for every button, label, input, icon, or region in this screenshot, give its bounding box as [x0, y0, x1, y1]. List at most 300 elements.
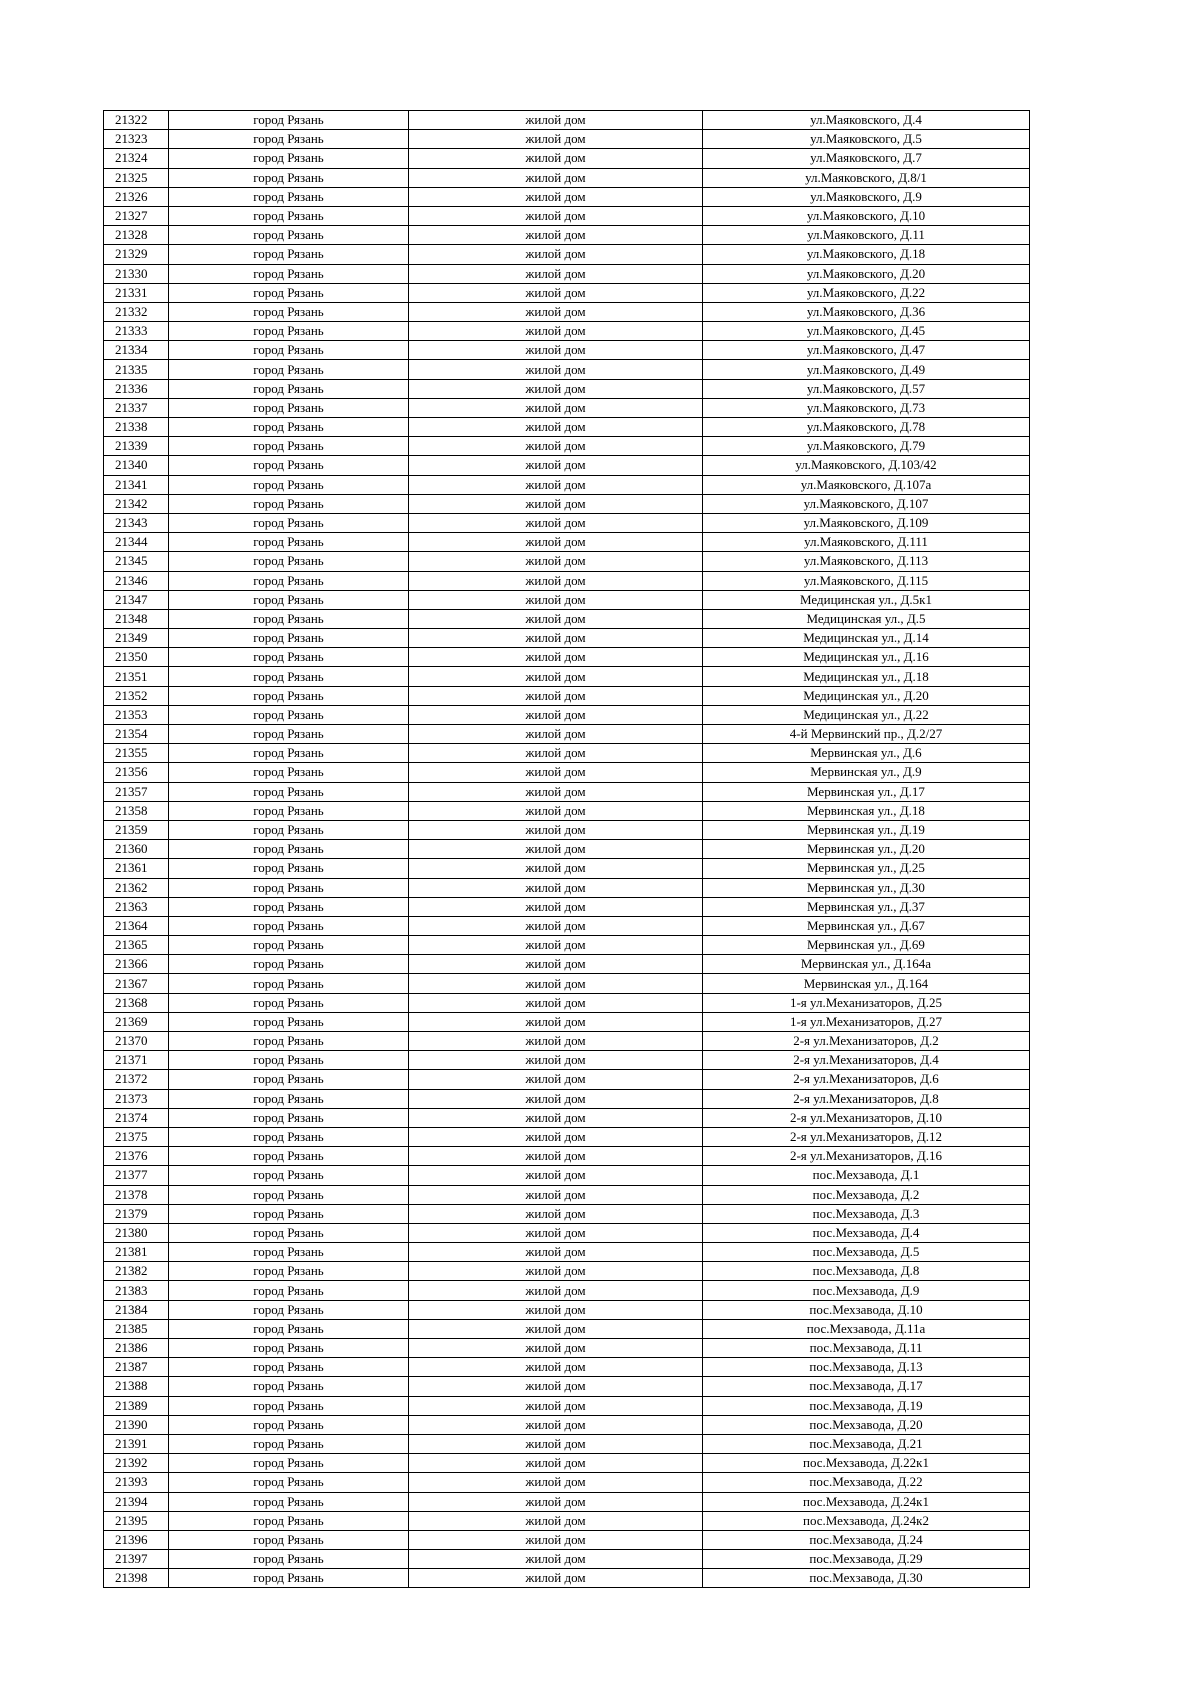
table-row: [104, 1204, 1030, 1223]
city-cell: город Рязань: [169, 322, 409, 341]
address-cell: ул.Маяковского, Д.22: [703, 283, 1030, 302]
row-number-cell: 21385: [104, 1319, 169, 1338]
address-cell: ул.Маяковского, Д.8/1: [703, 168, 1030, 187]
row-number-cell: 21391: [104, 1434, 169, 1453]
table-row: [104, 993, 1030, 1012]
address-cell: 2-я ул.Механизаторов, Д.4: [703, 1051, 1030, 1070]
table-row: [104, 398, 1030, 417]
object-type-cell: жилой дом: [409, 379, 703, 398]
city-cell: город Рязань: [169, 859, 409, 878]
address-cell: ул.Маяковского, Д.45: [703, 322, 1030, 341]
city-cell: город Рязань: [169, 878, 409, 897]
address-cell: Мервинская ул., Д.6: [703, 744, 1030, 763]
table-row: [104, 360, 1030, 379]
table-row: [104, 1550, 1030, 1569]
address-cell: ул.Маяковского, Д.73: [703, 398, 1030, 417]
city-cell: город Рязань: [169, 1415, 409, 1434]
table-row: [104, 1281, 1030, 1300]
address-cell: пос.Мехзавода, Д.24к2: [703, 1511, 1030, 1530]
city-cell: город Рязань: [169, 840, 409, 859]
table-row: [104, 1473, 1030, 1492]
object-type-cell: жилой дом: [409, 686, 703, 705]
city-cell: город Рязань: [169, 1396, 409, 1415]
row-number-cell: 21386: [104, 1339, 169, 1358]
row-number-cell: 21397: [104, 1550, 169, 1569]
address-cell: Мервинская ул., Д.30: [703, 878, 1030, 897]
address-cell: пос.Мехзавода, Д.13: [703, 1358, 1030, 1377]
address-cell: 2-я ул.Механизаторов, Д.6: [703, 1070, 1030, 1089]
table-row: [104, 1166, 1030, 1185]
city-cell: город Рязань: [169, 1339, 409, 1358]
city-cell: город Рязань: [169, 1032, 409, 1051]
table-row: [104, 725, 1030, 744]
row-number-cell: 21345: [104, 552, 169, 571]
object-type-cell: жилой дом: [409, 590, 703, 609]
row-number-cell: 21330: [104, 264, 169, 283]
address-cell: ул.Маяковского, Д.57: [703, 379, 1030, 398]
city-cell: город Рязань: [169, 686, 409, 705]
city-cell: город Рязань: [169, 993, 409, 1012]
address-cell: Мервинская ул., Д.17: [703, 782, 1030, 801]
table-row: [104, 1511, 1030, 1530]
row-number-cell: 21358: [104, 801, 169, 820]
object-type-cell: жилой дом: [409, 1300, 703, 1319]
address-cell: пос.Мехзавода, Д.20: [703, 1415, 1030, 1434]
row-number-cell: 21368: [104, 993, 169, 1012]
object-type-cell: жилой дом: [409, 149, 703, 168]
row-number-cell: 21353: [104, 705, 169, 724]
city-cell: город Рязань: [169, 1185, 409, 1204]
table-row: [104, 456, 1030, 475]
object-type-cell: жилой дом: [409, 1339, 703, 1358]
table-row: [104, 571, 1030, 590]
address-cell: Мервинская ул., Д.18: [703, 801, 1030, 820]
city-cell: город Рязань: [169, 341, 409, 360]
object-type-cell: жилой дом: [409, 1473, 703, 1492]
object-type-cell: жилой дом: [409, 552, 703, 571]
city-cell: город Рязань: [169, 187, 409, 206]
city-cell: город Рязань: [169, 648, 409, 667]
object-type-cell: жилой дом: [409, 1032, 703, 1051]
address-cell: Мервинская ул., Д.164а: [703, 955, 1030, 974]
table-row: [104, 1300, 1030, 1319]
city-cell: город Рязань: [169, 1569, 409, 1588]
object-type-cell: жилой дом: [409, 1492, 703, 1511]
city-cell: город Рязань: [169, 245, 409, 264]
object-type-cell: жилой дом: [409, 341, 703, 360]
object-type-cell: жилой дом: [409, 206, 703, 225]
object-type-cell: жилой дом: [409, 494, 703, 513]
row-number-cell: 21328: [104, 226, 169, 245]
address-cell: Мервинская ул., Д.20: [703, 840, 1030, 859]
row-number-cell: 21376: [104, 1147, 169, 1166]
table-row: [104, 283, 1030, 302]
row-number-cell: 21393: [104, 1473, 169, 1492]
table-row: [104, 878, 1030, 897]
row-number-cell: 21349: [104, 629, 169, 648]
object-type-cell: жилой дом: [409, 456, 703, 475]
address-cell: Медицинская ул., Д.22: [703, 705, 1030, 724]
city-cell: город Рязань: [169, 609, 409, 628]
city-cell: город Рязань: [169, 782, 409, 801]
address-cell: Медицинская ул., Д.5к1: [703, 590, 1030, 609]
object-type-cell: жилой дом: [409, 993, 703, 1012]
object-type-cell: жилой дом: [409, 1243, 703, 1262]
address-cell: ул.Маяковского, Д.103/42: [703, 456, 1030, 475]
city-cell: город Рязань: [169, 1319, 409, 1338]
address-cell: ул.Маяковского, Д.107а: [703, 475, 1030, 494]
table-row: [104, 1569, 1030, 1588]
object-type-cell: жилой дом: [409, 475, 703, 494]
city-cell: город Рязань: [169, 571, 409, 590]
address-cell: ул.Маяковского, Д.20: [703, 264, 1030, 283]
row-number-cell: 21389: [104, 1396, 169, 1415]
city-cell: город Рязань: [169, 801, 409, 820]
row-number-cell: 21344: [104, 533, 169, 552]
table-row: [104, 513, 1030, 532]
row-number-cell: 21371: [104, 1051, 169, 1070]
table-row: [104, 1492, 1030, 1511]
city-cell: город Рязань: [169, 302, 409, 321]
table-row: [104, 609, 1030, 628]
address-cell: ул.Маяковского, Д.107: [703, 494, 1030, 513]
row-number-cell: 21395: [104, 1511, 169, 1530]
table-row: [104, 1396, 1030, 1415]
city-cell: город Рязань: [169, 1358, 409, 1377]
object-type-cell: жилой дом: [409, 1569, 703, 1588]
address-cell: Мервинская ул., Д.19: [703, 820, 1030, 839]
address-table: [103, 110, 1030, 1588]
row-number-cell: 21341: [104, 475, 169, 494]
object-type-cell: жилой дом: [409, 1108, 703, 1127]
city-cell: город Рязань: [169, 1089, 409, 1108]
table-row: [104, 916, 1030, 935]
row-number-cell: 21379: [104, 1204, 169, 1223]
city-cell: город Рязань: [169, 955, 409, 974]
row-number-cell: 21381: [104, 1243, 169, 1262]
object-type-cell: жилой дом: [409, 283, 703, 302]
table-row: [104, 1127, 1030, 1146]
address-cell: пос.Мехзавода, Д.30: [703, 1569, 1030, 1588]
row-number-cell: 21346: [104, 571, 169, 590]
object-type-cell: жилой дом: [409, 245, 703, 264]
city-cell: город Рязань: [169, 1511, 409, 1530]
address-cell: ул.Маяковского, Д.111: [703, 533, 1030, 552]
city-cell: город Рязань: [169, 629, 409, 648]
object-type-cell: жилой дом: [409, 111, 703, 130]
row-number-cell: 21356: [104, 763, 169, 782]
object-type-cell: жилой дом: [409, 418, 703, 437]
table-row: [104, 494, 1030, 513]
address-cell: пос.Мехзавода, Д.2: [703, 1185, 1030, 1204]
table-row: [104, 1319, 1030, 1338]
table-row: [104, 648, 1030, 667]
row-number-cell: 21360: [104, 840, 169, 859]
city-cell: город Рязань: [169, 916, 409, 935]
city-cell: город Рязань: [169, 379, 409, 398]
object-type-cell: жилой дом: [409, 878, 703, 897]
city-cell: город Рязань: [169, 1204, 409, 1223]
object-type-cell: жилой дом: [409, 226, 703, 245]
table-row: [104, 840, 1030, 859]
address-cell: пос.Мехзавода, Д.4: [703, 1223, 1030, 1242]
object-type-cell: жилой дом: [409, 955, 703, 974]
address-cell: пос.Мехзавода, Д.5: [703, 1243, 1030, 1262]
row-number-cell: 21392: [104, 1454, 169, 1473]
table-row: [104, 590, 1030, 609]
table-row: [104, 955, 1030, 974]
row-number-cell: 21335: [104, 360, 169, 379]
row-number-cell: 21359: [104, 820, 169, 839]
city-cell: город Рязань: [169, 168, 409, 187]
address-cell: ул.Маяковского, Д.18: [703, 245, 1030, 264]
row-number-cell: 21362: [104, 878, 169, 897]
address-cell: Мервинская ул., Д.69: [703, 936, 1030, 955]
row-number-cell: 21340: [104, 456, 169, 475]
row-number-cell: 21361: [104, 859, 169, 878]
table-row: [104, 1377, 1030, 1396]
address-cell: 4-й Мервинский пр., Д.2/27: [703, 725, 1030, 744]
row-number-cell: 21383: [104, 1281, 169, 1300]
table-row: [104, 1147, 1030, 1166]
city-cell: город Рязань: [169, 590, 409, 609]
city-cell: город Рязань: [169, 974, 409, 993]
object-type-cell: жилой дом: [409, 859, 703, 878]
table-row: [104, 744, 1030, 763]
address-cell: пос.Мехзавода, Д.10: [703, 1300, 1030, 1319]
row-number-cell: 21350: [104, 648, 169, 667]
table-row: [104, 782, 1030, 801]
table-row: [104, 149, 1030, 168]
city-cell: город Рязань: [169, 494, 409, 513]
city-cell: город Рязань: [169, 744, 409, 763]
object-type-cell: жилой дом: [409, 264, 703, 283]
address-cell: ул.Маяковского, Д.78: [703, 418, 1030, 437]
table-row: [104, 1262, 1030, 1281]
table-row: [104, 1185, 1030, 1204]
object-type-cell: жилой дом: [409, 1262, 703, 1281]
address-cell: Мервинская ул., Д.37: [703, 897, 1030, 916]
row-number-cell: 21354: [104, 725, 169, 744]
row-number-cell: 21343: [104, 513, 169, 532]
table-row: [104, 705, 1030, 724]
table-row: [104, 226, 1030, 245]
city-cell: город Рязань: [169, 264, 409, 283]
row-number-cell: 21342: [104, 494, 169, 513]
object-type-cell: жилой дом: [409, 1454, 703, 1473]
city-cell: город Рязань: [169, 1166, 409, 1185]
table-row: [104, 859, 1030, 878]
city-cell: город Рязань: [169, 1070, 409, 1089]
address-cell: пос.Мехзавода, Д.1: [703, 1166, 1030, 1185]
city-cell: город Рязань: [169, 705, 409, 724]
table-row: [104, 801, 1030, 820]
row-number-cell: 21351: [104, 667, 169, 686]
table-row: [104, 1243, 1030, 1262]
address-cell: пос.Мехзавода, Д.11: [703, 1339, 1030, 1358]
table-row: [104, 629, 1030, 648]
address-cell: Мервинская ул., Д.25: [703, 859, 1030, 878]
address-cell: пос.Мехзавода, Д.22: [703, 1473, 1030, 1492]
row-number-cell: 21357: [104, 782, 169, 801]
table-row: [104, 379, 1030, 398]
object-type-cell: жилой дом: [409, 1550, 703, 1569]
object-type-cell: жилой дом: [409, 1530, 703, 1549]
table-row: [104, 111, 1030, 130]
address-cell: Медицинская ул., Д.16: [703, 648, 1030, 667]
city-cell: город Рязань: [169, 1550, 409, 1569]
city-cell: город Рязань: [169, 1147, 409, 1166]
table-row: [104, 1358, 1030, 1377]
object-type-cell: жилой дом: [409, 1281, 703, 1300]
row-number-cell: 21348: [104, 609, 169, 628]
city-cell: город Рязань: [169, 1108, 409, 1127]
city-cell: город Рязань: [169, 283, 409, 302]
object-type-cell: жилой дом: [409, 1377, 703, 1396]
row-number-cell: 21375: [104, 1127, 169, 1146]
object-type-cell: жилой дом: [409, 629, 703, 648]
city-cell: город Рязань: [169, 206, 409, 225]
city-cell: город Рязань: [169, 437, 409, 456]
table-row: [104, 1415, 1030, 1434]
address-cell: пос.Мехзавода, Д.29: [703, 1550, 1030, 1569]
address-cell: 2-я ул.Механизаторов, Д.8: [703, 1089, 1030, 1108]
address-cell: ул.Маяковского, Д.47: [703, 341, 1030, 360]
address-table-body: [104, 111, 1030, 1588]
object-type-cell: жилой дом: [409, 725, 703, 744]
city-cell: город Рязань: [169, 1051, 409, 1070]
city-cell: город Рязань: [169, 360, 409, 379]
address-cell: пос.Мехзавода, Д.8: [703, 1262, 1030, 1281]
table-row: [104, 245, 1030, 264]
object-type-cell: жилой дом: [409, 1051, 703, 1070]
table-row: [104, 130, 1030, 149]
row-number-cell: 21378: [104, 1185, 169, 1204]
table-row: [104, 897, 1030, 916]
object-type-cell: жилой дом: [409, 974, 703, 993]
table-row: [104, 1012, 1030, 1031]
row-number-cell: 21377: [104, 1166, 169, 1185]
city-cell: город Рязань: [169, 1300, 409, 1319]
city-cell: город Рязань: [169, 1492, 409, 1511]
row-number-cell: 21355: [104, 744, 169, 763]
address-cell: ул.Маяковского, Д.10: [703, 206, 1030, 225]
table-row: [104, 168, 1030, 187]
address-cell: ул.Маяковского, Д.36: [703, 302, 1030, 321]
table-row: [104, 302, 1030, 321]
row-number-cell: 21372: [104, 1070, 169, 1089]
city-cell: город Рязань: [169, 820, 409, 839]
object-type-cell: жилой дом: [409, 168, 703, 187]
address-cell: пос.Мехзавода, Д.24: [703, 1530, 1030, 1549]
address-cell: Медицинская ул., Д.14: [703, 629, 1030, 648]
object-type-cell: жилой дом: [409, 322, 703, 341]
object-type-cell: жилой дом: [409, 1070, 703, 1089]
city-cell: город Рязань: [169, 1223, 409, 1242]
object-type-cell: жилой дом: [409, 1434, 703, 1453]
row-number-cell: 21363: [104, 897, 169, 916]
city-cell: город Рязань: [169, 1262, 409, 1281]
table-row: [104, 763, 1030, 782]
address-cell: пос.Мехзавода, Д.22к1: [703, 1454, 1030, 1473]
table-row: [104, 552, 1030, 571]
city-cell: город Рязань: [169, 149, 409, 168]
object-type-cell: жилой дом: [409, 1089, 703, 1108]
row-number-cell: 21388: [104, 1377, 169, 1396]
address-cell: Мервинская ул., Д.67: [703, 916, 1030, 935]
object-type-cell: жилой дом: [409, 763, 703, 782]
object-type-cell: жилой дом: [409, 897, 703, 916]
row-number-cell: 21387: [104, 1358, 169, 1377]
table-row: [104, 1032, 1030, 1051]
row-number-cell: 21370: [104, 1032, 169, 1051]
address-cell: Медицинская ул., Д.18: [703, 667, 1030, 686]
row-number-cell: 21384: [104, 1300, 169, 1319]
table-row: [104, 1051, 1030, 1070]
row-number-cell: 21337: [104, 398, 169, 417]
city-cell: город Рязань: [169, 1012, 409, 1031]
address-cell: ул.Маяковского, Д.79: [703, 437, 1030, 456]
city-cell: город Рязань: [169, 1434, 409, 1453]
table-row: [104, 974, 1030, 993]
table-row: [104, 1089, 1030, 1108]
row-number-cell: 21333: [104, 322, 169, 341]
row-number-cell: 21336: [104, 379, 169, 398]
city-cell: город Рязань: [169, 1127, 409, 1146]
table-row: [104, 206, 1030, 225]
row-number-cell: 21364: [104, 916, 169, 935]
address-cell: пос.Мехзавода, Д.3: [703, 1204, 1030, 1223]
table-row: [104, 341, 1030, 360]
row-number-cell: 21347: [104, 590, 169, 609]
address-cell: ул.Маяковского, Д.49: [703, 360, 1030, 379]
table-row: [104, 1070, 1030, 1089]
object-type-cell: жилой дом: [409, 1185, 703, 1204]
address-cell: ул.Маяковского, Д.9: [703, 187, 1030, 206]
row-number-cell: 21367: [104, 974, 169, 993]
object-type-cell: жилой дом: [409, 1127, 703, 1146]
object-type-cell: жилой дом: [409, 437, 703, 456]
address-cell: 2-я ул.Механизаторов, Д.2: [703, 1032, 1030, 1051]
address-cell: ул.Маяковского, Д.7: [703, 149, 1030, 168]
object-type-cell: жилой дом: [409, 1319, 703, 1338]
city-cell: город Рязань: [169, 552, 409, 571]
address-cell: ул.Маяковского, Д.113: [703, 552, 1030, 571]
row-number-cell: 21323: [104, 130, 169, 149]
object-type-cell: жилой дом: [409, 936, 703, 955]
object-type-cell: жилой дом: [409, 130, 703, 149]
table-row: [104, 475, 1030, 494]
row-number-cell: 21329: [104, 245, 169, 264]
city-cell: город Рязань: [169, 398, 409, 417]
table-row: [104, 1223, 1030, 1242]
table-row: [104, 418, 1030, 437]
city-cell: город Рязань: [169, 763, 409, 782]
object-type-cell: жилой дом: [409, 398, 703, 417]
object-type-cell: жилой дом: [409, 1223, 703, 1242]
table-row: [104, 1434, 1030, 1453]
object-type-cell: жилой дом: [409, 1012, 703, 1031]
object-type-cell: жилой дом: [409, 1396, 703, 1415]
object-type-cell: жилой дом: [409, 1147, 703, 1166]
object-type-cell: жилой дом: [409, 1358, 703, 1377]
address-cell: Медицинская ул., Д.5: [703, 609, 1030, 628]
address-cell: 1-я ул.Механизаторов, Д.25: [703, 993, 1030, 1012]
object-type-cell: жилой дом: [409, 1415, 703, 1434]
address-cell: ул.Маяковского, Д.5: [703, 130, 1030, 149]
row-number-cell: 21339: [104, 437, 169, 456]
row-number-cell: 21326: [104, 187, 169, 206]
